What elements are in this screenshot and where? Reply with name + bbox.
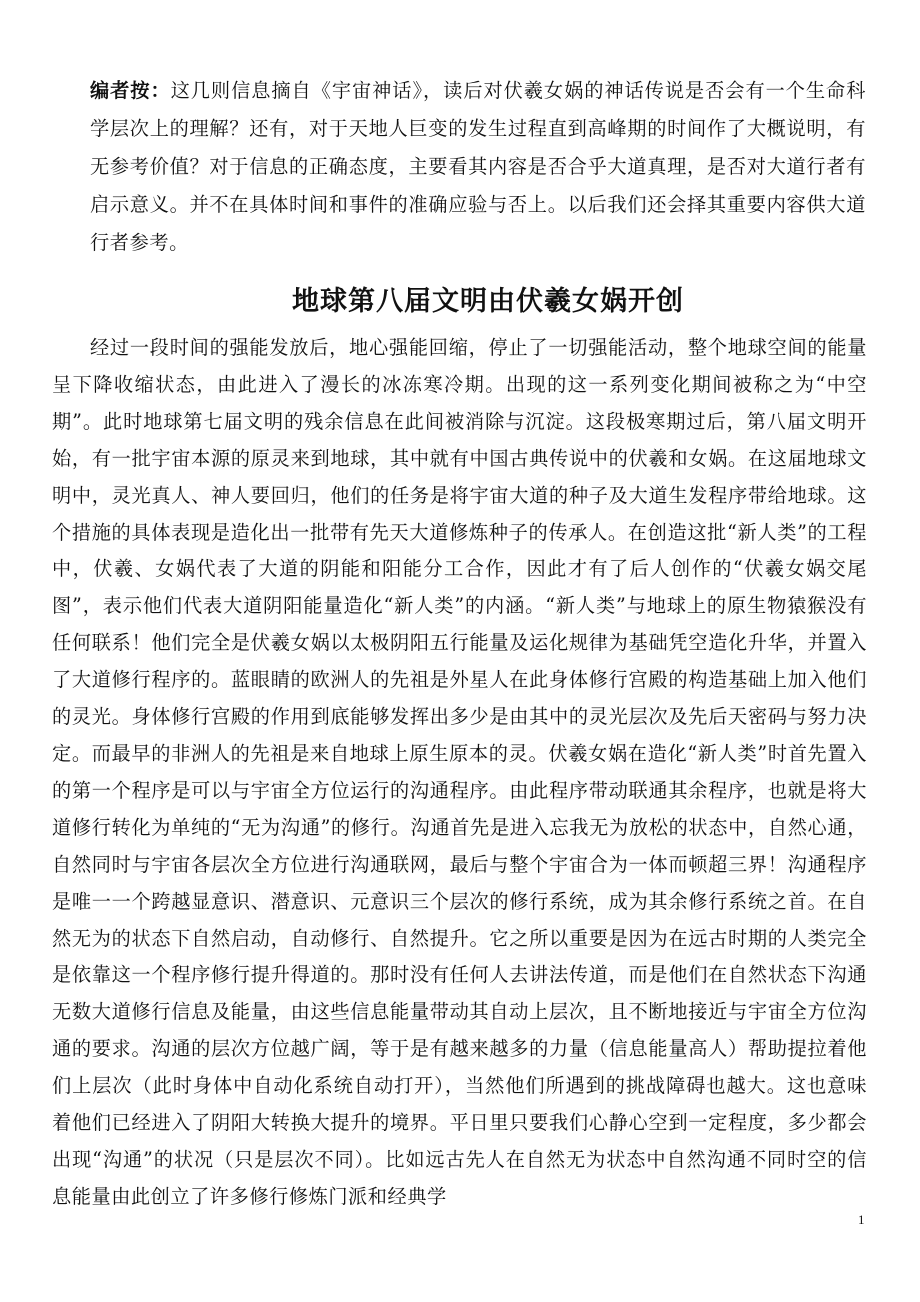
article-body: 经过一段时间的强能发放后，地心强能回缩，停止了一切强能活动，整个地球空间的能量呈下降收缩状态，由此进入了漫长的冰冻寒冷期。出现的这一系列变化期间被称之为“中空期”。此时地球第七届文明的残余信息在此间被消除与沉淀。这段极寒期过后，第八届文明开始，有一批宇宙本源的原灵来到地球，其中就有中国古典传说中的伏羲和女娲。在这届地球文明中，灵光真人、神人要回归，他们的任务是将宇宙大道的种子及大道生发程序带给地球。这个措施的具体表现是造化出一批带有先天大道修炼种子的传承人。在创造这批“新人类”的工程中，伏羲、女娲代表了大道的阴能和阳能分工合作，因此才有了后人创作的“伏羲女娲交尾图”，表示他们代表大道阴阳能量造化“新人类”的内涵。“新人类”与地球上的原生物猿猴没有任何联系！他们完全是伏羲女娲以太极阴阳五行能量及运化规律为基础凭空造化升华，并置入了大道修行程序的。蓝眼睛的欧洲人的先祖是外星人在此身体修行宫殿的构造基础上加入他们的灵光。身体修行宫殿的作用到底能够发挥出多少是由其中的灵光层次及先后天密码与努力决定。而最早的非洲人的先祖是来自地球上原生原本的灵。伏羲女娲在造化“新人类”时首先置入的第一个程序是可以与宇宙全方位运行的沟通程序。由此程序带动联通其余程序，也就是将大道修行转化为单纯的“无为沟通”的修行。沟通首先是进入忘我无为放松的状态中，自然心通，自然同时与宇宙各层次全方位进行沟通联网，最后与整个宇宙合为一体而顿超三界！沟通程序是唯一一个跨越显意识、潜意识、元意识三个层次的修行系统，成为其余修行系统之首。在自然无为的状态下自然启动，自动修行、自然提升。它之所以重要是因为在远古时期的人类完全是依靠这一个程序修行提升得道的。那时没有任何人去讲法传道，而是他们在自然状态下沟通无数大道修行信息及能量，由这些信息能量带动其自动上层次，且不断地接近与宇宙全方位沟通的要求。沟通的层次方位越广阔，等于是有越来越多的力量（信息能量高人）帮助提拉着他们上层次（此时身体中自动化系统自动打开），当然他们所遇到的挑战障碍也越大。这也意味着他们已经进入了阴阳大转换大提升的境界。平日里只要我们心静心空到一定程度，多少都会出现“沟通”的状况（只是层次不同）。比如远古先人在自然无为状态中自然沟通不同时空的信息能量由此创立了许多修行修炼门派和经典学	[52, 336, 867, 1208]
article-title: 地球第八届文明由伏羲女娲开创	[292, 286, 684, 317]
page-number: 1	[858, 1212, 865, 1227]
editor-note-text: 这几则信息摘自《宇宙神话》，读后对伏羲女娲的神话传说是否会有一个生命科学层次上的理解？还有，对于天地人巨变的发生过程直到高峰期的时间作了大概说明，有无参考价值？对于信息的正确态度，主要看其内容是否合乎大道真理，是否对大道行者有启示意义。并不在具体时间和事件的准确应验与否上。以后我们还会择其重要内容供大道行者参考。	[90, 79, 867, 254]
editor-note	[90, 72, 866, 262]
editor-note-label: 编者按：	[90, 79, 171, 102]
